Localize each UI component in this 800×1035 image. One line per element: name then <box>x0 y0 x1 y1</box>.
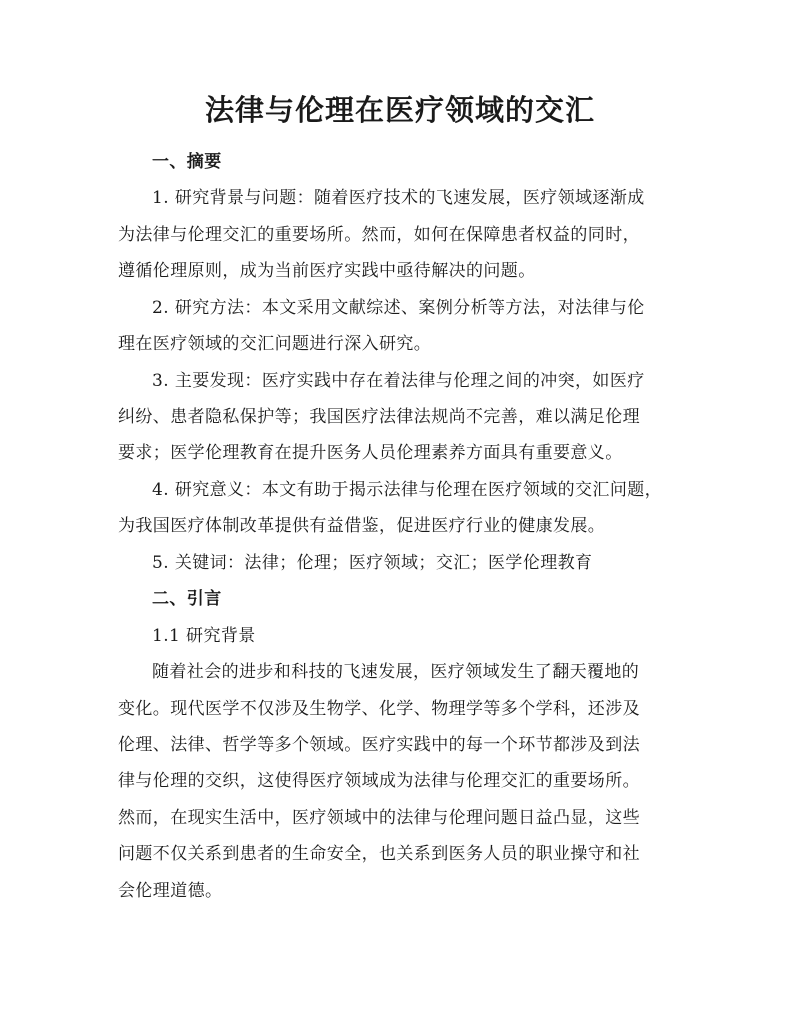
paragraph-line: 然而，在现实生活中，医疗领域中的法律与伦理问题日益凸显，这些 <box>118 808 640 828</box>
paragraph-line: 律与伦理的交织，这使得医疗领域成为法律与伦理交汇的重要场所。 <box>118 771 640 791</box>
paragraph-line: 纠纷、患者隐私保护等；我国医疗法律法规尚不完善，难以满足伦理 <box>118 407 640 427</box>
paragraph-line: 2. 研究方法：本文采用文献综述、案例分析等方法，对法律与伦 <box>152 298 645 318</box>
paragraph-line: 会伦理道德。 <box>118 881 223 901</box>
paragraph-line: 遵循伦理原则，成为当前医疗实践中亟待解决的问题。 <box>118 261 536 281</box>
paragraph-line: 理在医疗领域的交汇问题进行深入研究。 <box>118 334 432 354</box>
paragraph-line: 4. 研究意义：本文有助于揭示法律与伦理在医疗领域的交汇问题， <box>152 480 663 500</box>
paragraph-line: 1. 研究背景与问题：随着医疗技术的飞速发展，医疗领域逐渐成 <box>152 188 645 208</box>
paragraph-line: 要求；医学伦理教育在提升医务人员伦理素养方面具有重要意义。 <box>118 443 623 463</box>
keywords-line: 5. 关键词：法律；伦理；医疗领域；交汇；医学伦理教育 <box>152 553 593 573</box>
paragraph-line: 3. 主要发现：医疗实践中存在着法律与伦理之间的冲突，如医疗 <box>152 371 645 391</box>
section-heading-intro: 二、引言 <box>152 589 222 609</box>
paragraph-line: 为法律与伦理交汇的重要场所。然而，如何在保障患者权益的同时， <box>118 225 640 245</box>
paragraph-line: 伦理、法律、哲学等多个领域。医疗实践中的每一个环节都涉及到法 <box>118 735 640 755</box>
document-title: 法律与伦理在医疗领域的交汇 <box>204 93 595 127</box>
paragraph-line: 问题不仅关系到患者的生命安全，也关系到医务人员的职业操守和社 <box>118 844 640 864</box>
subsection-heading: 1.1 研究背景 <box>152 626 256 646</box>
section-heading-abstract: 一、摘要 <box>152 152 222 172</box>
paragraph-line: 变化。现代医学不仅涉及生物学、化学、物理学等多个学科，还涉及 <box>118 699 640 719</box>
paragraph-line: 为我国医疗体制改革提供有益借鉴，促进医疗行业的健康发展。 <box>118 516 606 536</box>
paragraph-line: 随着社会的进步和科技的飞速发展，医疗领域发生了翻天覆地的 <box>152 662 640 682</box>
